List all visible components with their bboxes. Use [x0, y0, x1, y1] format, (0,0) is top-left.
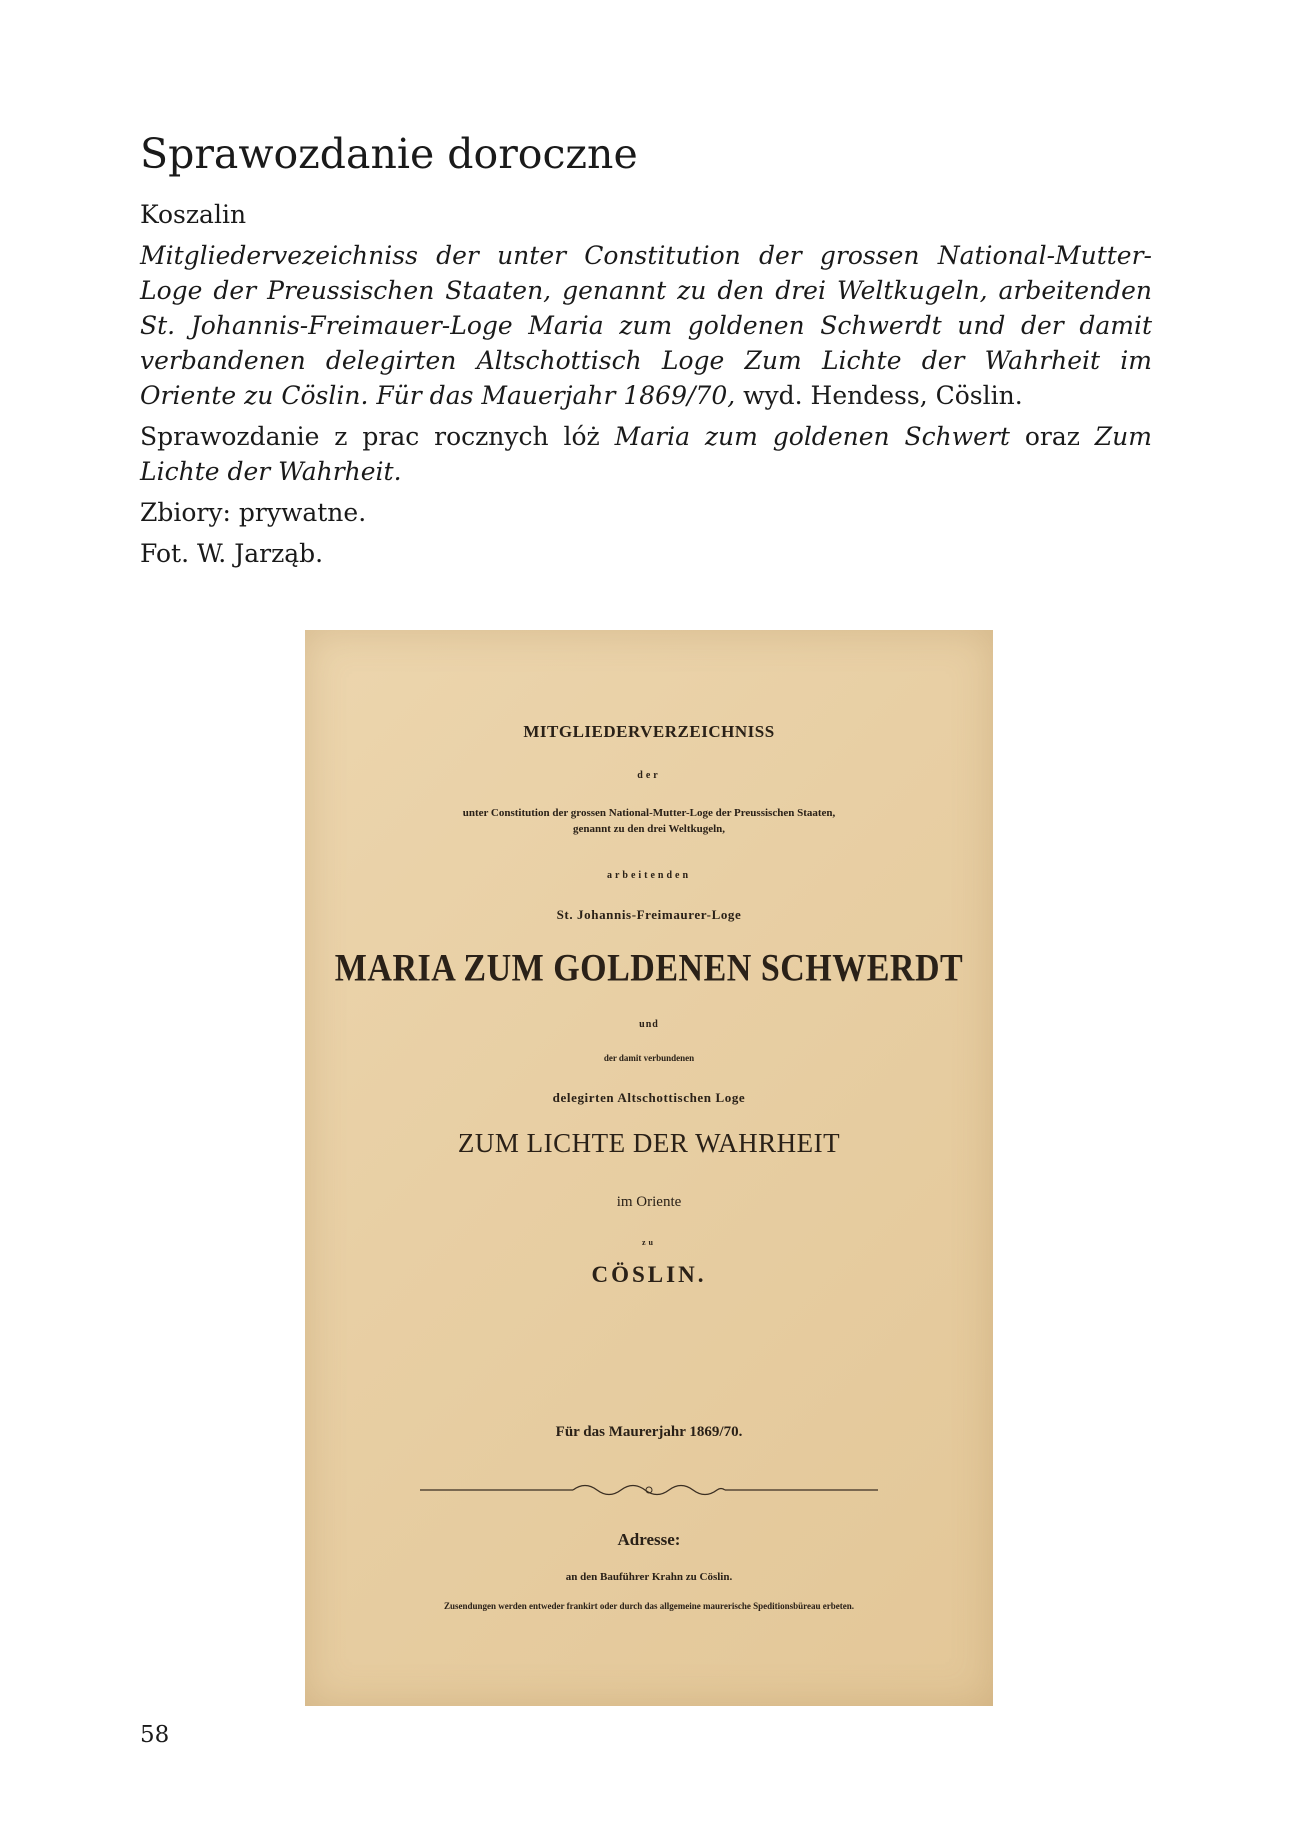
doc-st-johannis: St. Johannis-Freimaurer-Loge: [556, 907, 742, 922]
doc-zu: zu: [642, 1238, 656, 1247]
doc-lodge2: ZUM LICHTE DER WAHRHEIT: [457, 1128, 841, 1158]
ornament-divider-icon: [305, 1480, 993, 1500]
description-publisher: wyd. Hendess, Cöslin.: [735, 381, 1023, 411]
doc-line1: unter Constitution der grossen National-Mutter-Loge der Preussischen Staaten,: [462, 807, 836, 819]
doc-lodge1: MARIA ZUM GOLDENEN SCHWERDT: [334, 947, 964, 990]
doc-note: Zusendungen werden entweder frankirt oder durch das allgemeine maurerische Speditionsbüreau erbeten.: [444, 1601, 854, 1611]
doc-line2: genannt zu den drei Weltkugeln,: [572, 823, 726, 835]
collection: Zbiory: prywatne.: [140, 498, 367, 528]
summary-part2: oraz: [1009, 422, 1095, 452]
summary-lodge2: Zum Lichte der Wahrheit.: [140, 422, 1152, 487]
doc-address: an den Bauführer Krahn zu Cöslin.: [565, 1571, 733, 1583]
doc-year: Für das Maurerjahr 1869/70.: [555, 1424, 743, 1440]
doc-arbeitenden: arbeitenden: [606, 870, 692, 881]
photo-credit: Fot. W. Jarząb.: [140, 539, 324, 569]
doc-city: CÖSLIN.: [591, 1262, 707, 1287]
summary-lodge1: Maria zum goldenen Schwert: [614, 422, 1010, 452]
summary-paragraph: [140, 419, 1152, 489]
summary-part1: Sprawozdanie z prac rocznych lóż: [140, 422, 615, 452]
description-paragraph: [140, 238, 1152, 413]
location: Koszalin: [140, 200, 247, 230]
doc-im-oriente: im Oriente: [616, 1194, 682, 1210]
doc-adresse: Adresse:: [617, 1530, 681, 1549]
page-heading: Sprawozdanie doroczne: [140, 130, 638, 178]
doc-delegirten: delegirten Altschottischen Loge: [552, 1090, 746, 1105]
page-number: 58: [140, 1722, 170, 1748]
doc-damit: der damit verbundenen: [603, 1053, 695, 1063]
doc-ornament: [305, 1480, 993, 1500]
description-title: Mitgliedervezeichniss der unter Constitution der grossen National-Mutter-Loge der Preussischen Staaten, genannt zu den drei Weltkugeln, arbeitenden St. Johannis-Freimauer-Loge Maria zum goldenen Schwerdt und der damit verbandenen delegirten Altschottisch Loge Zum Lichte der Wahrheit im Oriente zu Cöslin. Für das Mauerjahr 1869/70,: [140, 241, 1152, 411]
doc-der: der: [637, 770, 661, 781]
text-block: [140, 130, 1152, 577]
doc-title: MITGLIEDERVERZEICHNISS: [523, 722, 775, 741]
doc-und: und: [639, 1019, 659, 1030]
document-photo: [305, 630, 993, 1706]
